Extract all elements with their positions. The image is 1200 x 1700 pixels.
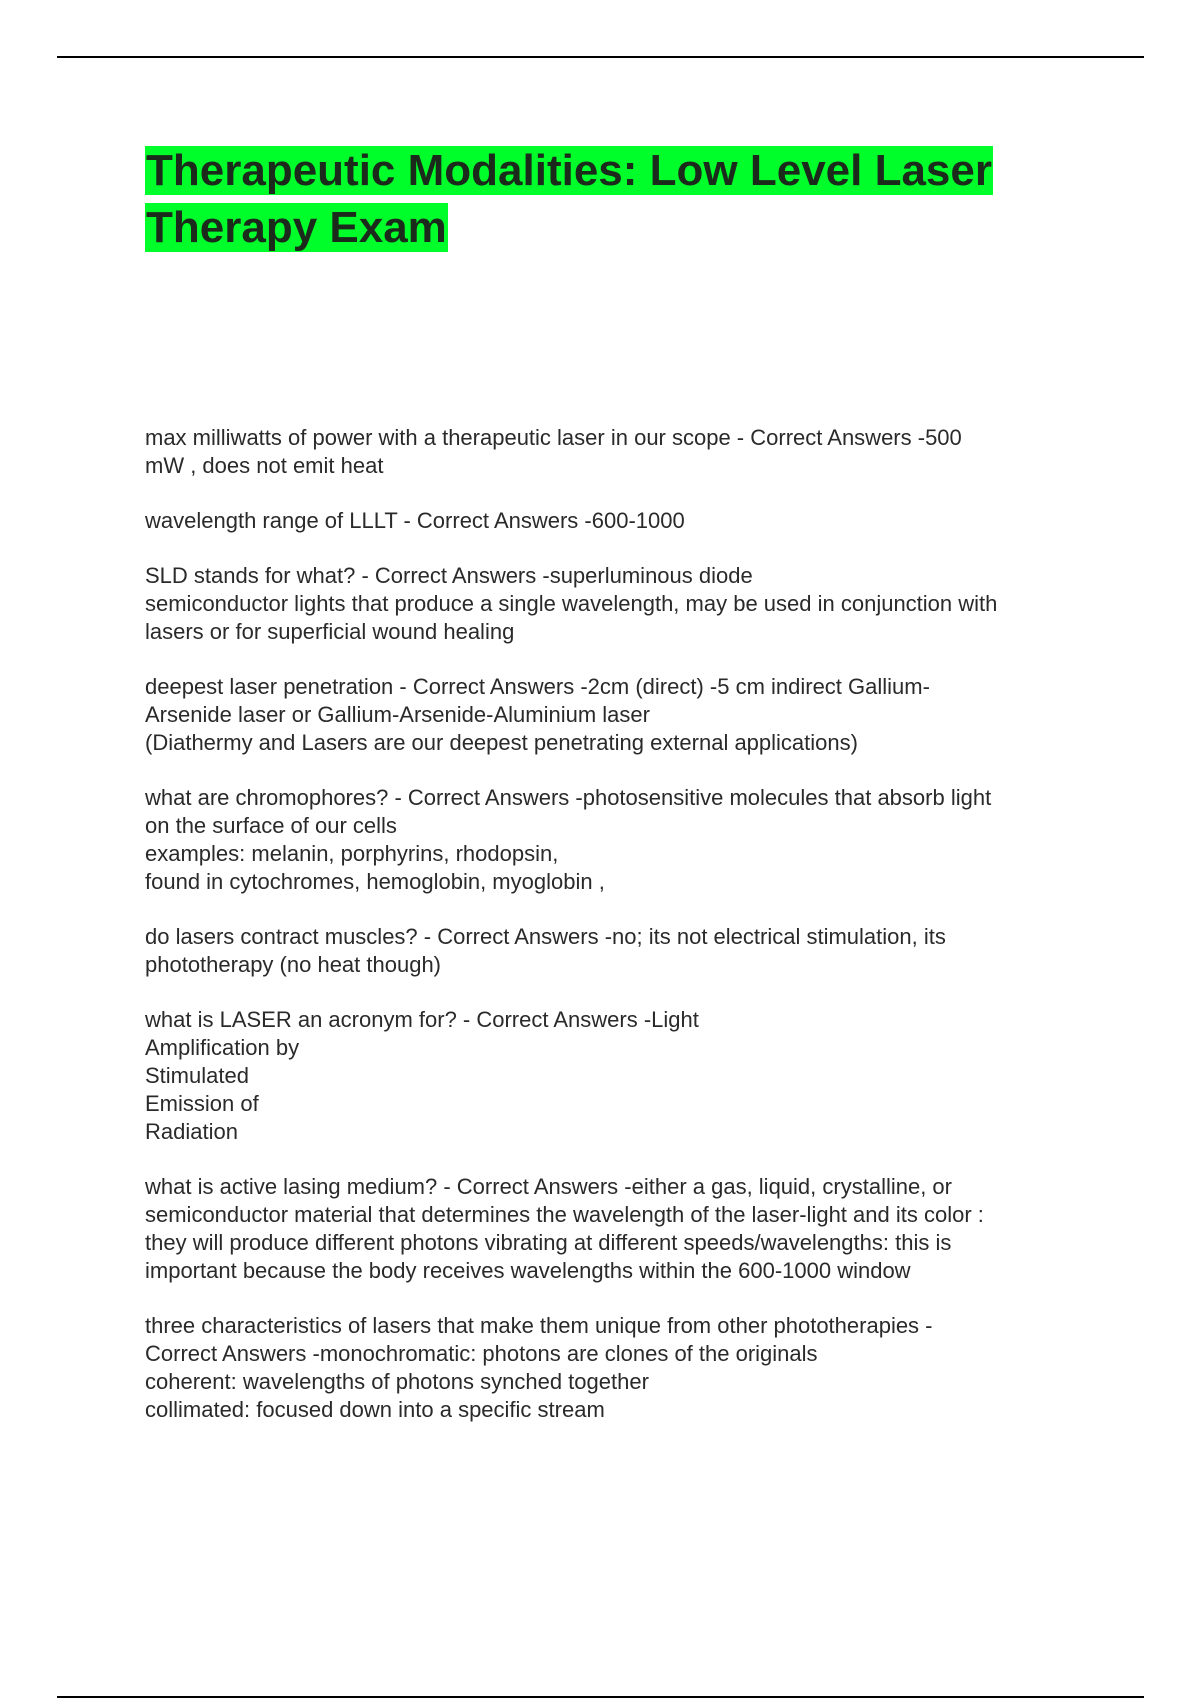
entry-line: phototherapy (no heat though) [145, 952, 442, 977]
entry-line: on the surface of our cells [145, 813, 397, 838]
entry-line: deepest laser penetration - Correct Answers -2cm (direct) -5 cm indirect Gallium- [145, 674, 930, 699]
qa-entry [145, 784, 1095, 896]
entry-line: examples: melanin, porphyrins, rhodopsin, [145, 841, 559, 866]
entry-line: semiconductor material that determines the wavelength of the laser-light and its color : [145, 1202, 984, 1227]
qa-entry [145, 923, 1095, 979]
qa-entry [145, 1312, 1095, 1424]
entry-line: what is active lasing medium? - Correct Answers -either a gas, liquid, crystalline, or [145, 1174, 952, 1199]
entry-line: semiconductor lights that produce a single wavelength, may be used in conjunction with [145, 591, 998, 616]
qa-list [145, 424, 1095, 1451]
entry-line: (Diathermy and Lasers are our deepest penetrating external applications) [145, 730, 858, 755]
entry-line: three characteristics of lasers that make them unique from other phototherapies - [145, 1313, 933, 1338]
entry-line: what is LASER an acronym for? - Correct Answers -Light [145, 1007, 699, 1032]
header-rule [57, 56, 1144, 58]
entry-line: Correct Answers -monochromatic: photons are clones of the originals [145, 1341, 818, 1366]
qa-entry [145, 562, 1095, 646]
entry-line: what are chromophores? - Correct Answers -photosensitive molecules that absorb light [145, 785, 992, 810]
entry-line: do lasers contract muscles? - Correct Answers -no; its not electrical stimulation, its [145, 924, 946, 949]
entry-line: Stimulated [145, 1063, 249, 1088]
entry-line: Amplification by [145, 1035, 300, 1060]
document-title [145, 142, 1105, 256]
qa-entry [145, 1173, 1095, 1285]
entry-line: wavelength range of LLLT - Correct Answers -600-1000 [145, 508, 685, 533]
qa-entry [145, 673, 1095, 757]
entry-line: lasers or for superficial wound healing [145, 619, 515, 644]
entry-line: max milliwatts of power with a therapeutic laser in our scope - Correct Answers -500 [145, 425, 962, 450]
qa-entry [145, 507, 1095, 535]
entry-line: Arsenide laser or Gallium-Arsenide-Aluminium laser [145, 702, 650, 727]
entry-line: Radiation [145, 1119, 238, 1144]
entry-line: collimated: focused down into a specific stream [145, 1397, 605, 1422]
entry-line: they will produce different photons vibrating at different speeds/wavelengths: this is [145, 1230, 952, 1255]
entry-line: mW , does not emit heat [145, 453, 384, 478]
entry-line: SLD stands for what? - Correct Answers -superluminous diode [145, 563, 753, 588]
title-line: Therapeutic Modalities: Low Level Laser [146, 146, 992, 195]
footer-rule [57, 1696, 1144, 1698]
entry-line: Emission of [145, 1091, 259, 1116]
title-line: Therapy Exam [146, 203, 447, 252]
qa-entry [145, 424, 1095, 480]
qa-entry [145, 1006, 1095, 1146]
entry-line: coherent: wavelengths of photons synched together [145, 1369, 649, 1394]
entry-line: important because the body receives wavelengths within the 600-1000 window [145, 1258, 911, 1283]
entry-line: found in cytochromes, hemoglobin, myoglobin , [145, 869, 605, 894]
